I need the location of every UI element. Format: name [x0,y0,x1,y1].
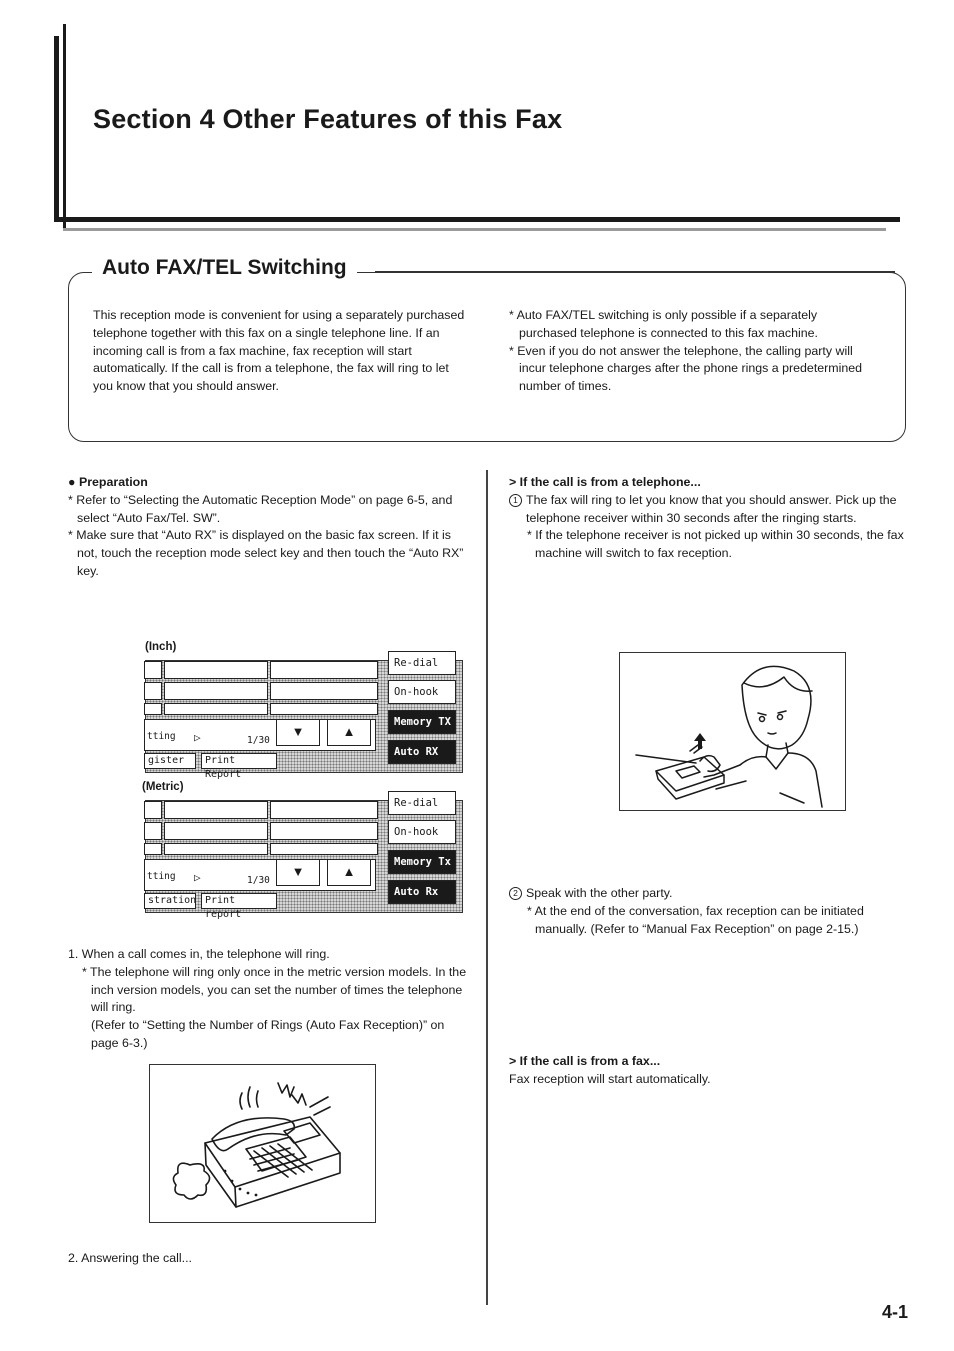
step-1-block [68,946,468,1053]
fax-call-text: Fax reception will start automatically. [509,1071,711,1086]
screen-label-inch: (Inch) [145,641,177,653]
screen-cell [164,682,268,700]
intro-paragraph: This reception mode is convenient for using a separately purchased telephone together with this fax on a single telephone line. If an incoming call is from a fax machine, fax reception will start automatically. If the call is from a telephone, the fax will ring to let you know that you should answer. [93,308,465,394]
print-report-tab[interactable]: Print Report [201,753,277,769]
step-2: 2. Answering the call... [68,1251,192,1265]
page-counter: 1/30 [247,735,270,746]
screen-cell [164,822,268,840]
telephone-step-2-note: * At the end of the conversation, fax reception can be initiated manually. (Refer to “Manual Fax Reception” on page 2-15.) [527,903,864,936]
header-rule [54,217,900,222]
preparation-heading: ● Preparation [68,475,148,489]
fax-call-section [509,1053,904,1089]
telephone-step-1-note: * If the telephone receiver is not picked up within 30 seconds, the fax machine will switch to fax reception. [527,528,904,561]
screen-cell [270,661,378,679]
on-hook-key[interactable]: On-hook [388,680,456,704]
register-tab[interactable]: gister [144,753,196,769]
screen-cursor-icon: ▷ [194,731,201,744]
scroll-down-button[interactable] [276,859,320,886]
screen-partial-text: tting [147,731,176,742]
triangle-down-icon: ▼ [291,724,305,739]
feature-title: Auto FAX/TEL Switching [92,256,357,280]
ringing-phone-icon [150,1065,375,1222]
screen-cell [270,843,378,855]
screen-cell [144,703,162,715]
preparation-item: * Make sure that “Auto RX” is displayed on the basic fax screen. If it is not, touch the reception mode select key and then touch the “Auto RX” key. [68,528,464,578]
screen-cell [164,843,268,855]
header-bar-left-inner [63,24,66,230]
column-divider [486,470,488,1305]
page-counter: 1/30 [247,875,270,886]
telephone-call-section [509,474,904,563]
memory-tx-key[interactable]: Memory Tx [388,850,456,874]
triangle-up-icon: ▲ [342,724,356,739]
telephone-step-1: 1 The fax will ring to let you know that you should answer. Pick up the telephone receiver within 30 seconds after the ringing starts. [509,492,904,528]
screen-cell [164,801,268,819]
telephone-step-2-block [509,885,904,938]
step-number-icon: 1 [509,494,522,507]
print-report-tab[interactable]: Print report [201,893,277,909]
section-title: Section 4 Other Features of this Fax [93,104,563,134]
scroll-up-button[interactable] [327,859,371,886]
preparation-section [68,474,468,581]
screen-cursor-icon: ▷ [194,871,201,884]
step-number-icon: 2 [509,887,522,900]
person-answering-icon [620,653,845,810]
step-1-reference: (Refer to “Setting the Number of Rings (Auto Fax Reception)” on page 6-3.) [91,1018,445,1050]
screen-cell [144,843,162,855]
header-bar-left [54,36,59,222]
step-1-note: * The telephone will ring only once in the metric version models. In the inch version models, you can set the number of times the telephone will ring. [82,964,467,1015]
fax-call-heading: > If the call is from a fax... [509,1054,661,1068]
telephone-step-2: 2 Speak with the other party. [509,885,904,903]
scroll-up-button[interactable] [327,719,371,746]
page-number: 4-1 [882,1302,909,1322]
registration-tab[interactable]: stration [144,893,196,909]
screen-cell [144,661,162,679]
auto-rx-key[interactable]: Auto Rx [388,880,456,904]
fax-screen-inch [145,657,463,780]
intro-title-rule [375,271,895,273]
scroll-down-button[interactable] [276,719,320,746]
on-hook-key[interactable]: On-hook [388,820,456,844]
intro-notes [509,307,877,396]
screen-cell [144,682,162,700]
screen-cell [164,703,268,715]
redial-key[interactable]: Re-dial [388,791,456,815]
screen-cell [270,703,378,715]
answering-phone-illustration [619,652,846,811]
header-rule-shadow [63,228,886,231]
triangle-down-icon: ▼ [291,864,305,879]
auto-rx-key[interactable]: Auto RX [388,740,456,764]
intro-note: * Even if you do not answer the telephone, the calling party will incur telephone charges after the phone rings a predetermined number of times. [509,343,863,394]
screen-label-metric: (Metric) [142,781,184,793]
screen-cell [144,822,162,840]
fax-screen-metric [145,797,463,920]
step-1: 1. When a call comes in, the telephone will ring. [68,947,330,961]
screen-cell [270,682,378,700]
screen-partial-text: tting [147,871,176,882]
preparation-item: * Refer to “Selecting the Automatic Reception Mode” on page 6-5, and select “Auto Fax/Tel. SW”. [68,492,453,525]
redial-key[interactable]: Re-dial [388,651,456,675]
triangle-up-icon: ▲ [342,864,356,879]
memory-tx-key[interactable]: Memory TX [388,710,456,734]
screen-cell [144,801,162,819]
screen-cell [270,822,378,840]
bullet-icon: ● [68,475,76,489]
ringing-phone-illustration [149,1064,376,1223]
telephone-call-heading: > If the call is from a telephone... [509,475,701,489]
screen-cell [164,661,268,679]
screen-cell [270,801,378,819]
intro-note: * Auto FAX/TEL switching is only possible if a separately purchased telephone is connected to this fax machine. [509,308,818,340]
